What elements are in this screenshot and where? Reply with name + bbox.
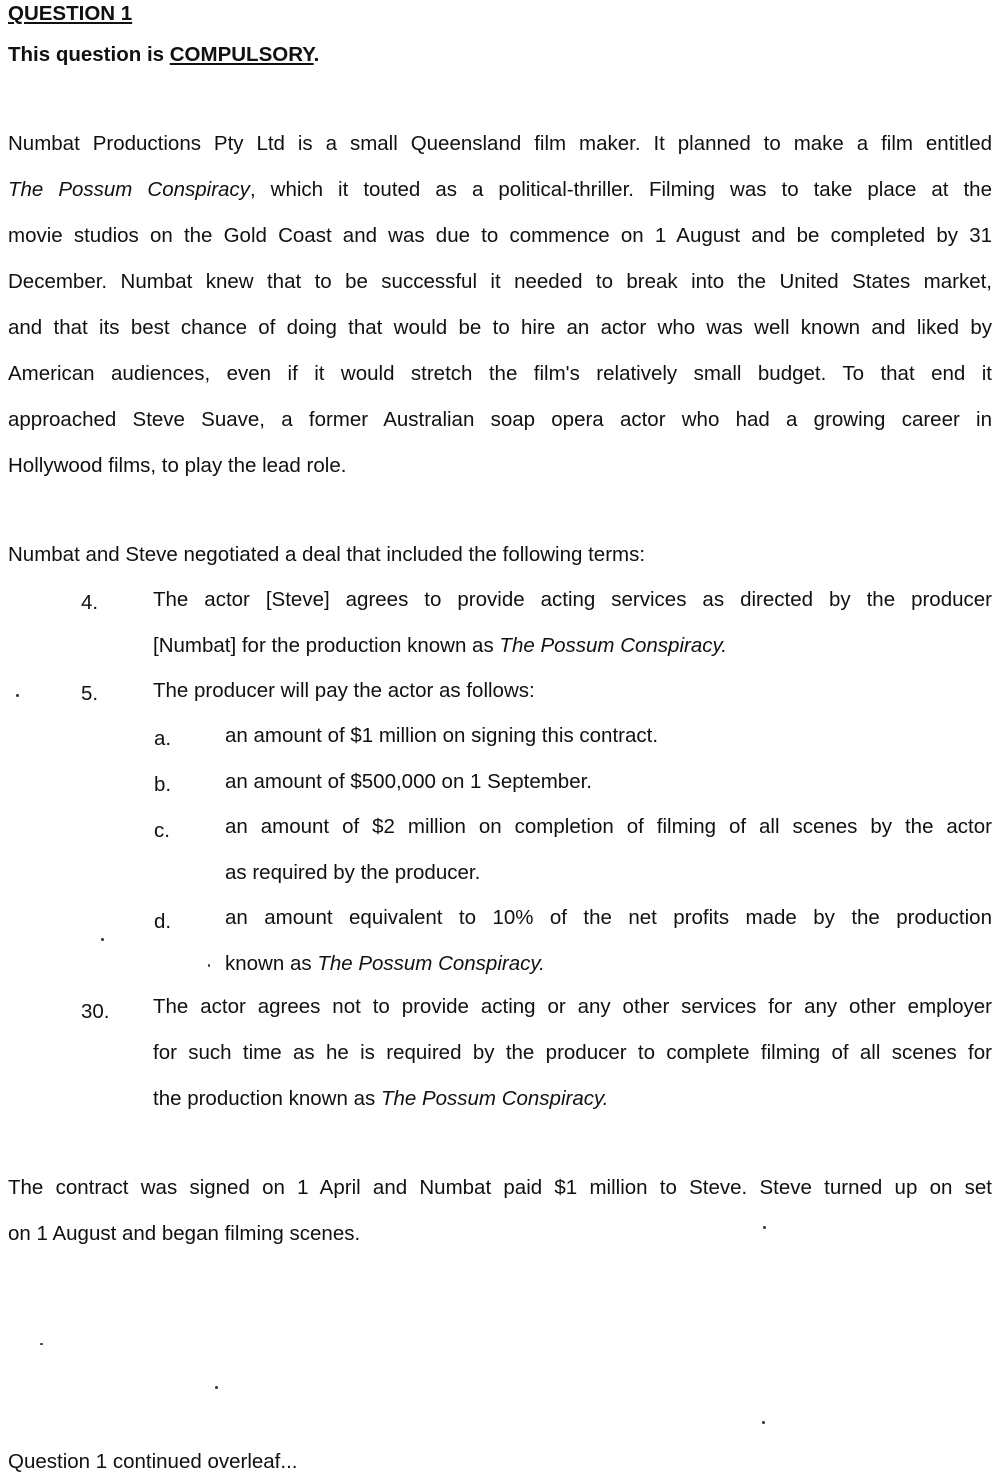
scan-speck: [101, 938, 104, 941]
term-5a-text: an amount of $1 million on signing this contract.: [225, 724, 659, 747]
continued-overleaf-note: Question 1 continued overleaf...: [8, 1450, 298, 1473]
term-30-line3-pre: the production known as: [153, 1087, 381, 1110]
term-5-text: The producer will pay the actor as follows:: [153, 679, 535, 702]
term-5c-label: c.: [154, 819, 170, 842]
term-5d-line2: [225, 952, 545, 976]
para1-line7: approached Steve Suave, a former Australian soap opera actor who had a growing career in: [8, 408, 992, 431]
para1-line8: Hollywood films, to play the lead role.: [8, 454, 347, 477]
scan-speck: [16, 694, 19, 697]
term-30-film-title: The Possum Conspiracy.: [380, 1087, 609, 1110]
compulsory-prefix: This question is: [8, 43, 170, 66]
scan-speck: [215, 1386, 218, 1389]
term-5b-text: an amount of $500,000 on 1 September.: [225, 770, 592, 793]
para1-line4: December. Numbat knew that to be successful it needed to break into the United States market,: [8, 270, 992, 293]
scan-speck: [762, 1421, 765, 1424]
para3-line1: The contract was signed on 1 April and Numbat paid $1 million to Steve. Steve turned up on set: [8, 1176, 992, 1199]
term-4-line2-pre: [Numbat] for the production known as: [153, 634, 500, 657]
term-4-number: 4.: [81, 591, 99, 614]
para1-line2-rest: , which it touted as a political-thriller. Filming was to take place at the: [249, 178, 992, 201]
para1-line6: American audiences, even if it would stretch the film's relatively small budget. To that end it: [8, 362, 992, 385]
term-30-line1: The actor agrees not to provide acting or any other services for any other employer: [153, 995, 992, 1018]
scan-speck: [208, 964, 210, 967]
term-4-line1: The actor [Steve] agrees to provide acting services as directed by the producer: [153, 588, 992, 611]
term-30-number: 30.: [81, 1000, 110, 1023]
compulsory-note: [8, 43, 319, 67]
term-30-line3: [153, 1087, 608, 1111]
term-5d-film-title: The Possum Conspiracy.: [317, 952, 545, 975]
compulsory-suffix: .: [313, 43, 320, 66]
question-heading: QUESTION 1: [8, 2, 133, 25]
term-5-number: 5.: [81, 682, 99, 705]
para1-line3: movie studios on the Gold Coast and was due to commence on 1 August and be completed by 31: [8, 224, 992, 247]
film-title: The Possum Conspiracy: [8, 178, 250, 201]
term-5c-line2: as required by the producer.: [225, 861, 481, 884]
term-30-line2: for such time as he is required by the producer to complete filming of all scenes for: [153, 1041, 992, 1064]
term-5d-line2-pre: known as: [225, 952, 318, 975]
term-5c-line1: an amount of $2 million on completion of filming of all scenes by the actor: [225, 815, 992, 838]
term-5b-label: b.: [154, 773, 172, 796]
compulsory-word: COMPULSORY: [169, 43, 314, 66]
scan-speck: [763, 1226, 766, 1229]
para1-line2: [8, 178, 992, 202]
scan-speck: [40, 1343, 43, 1345]
term-4-line2: [153, 634, 727, 658]
para1-line5: and that its best chance of doing that would be to hire an actor who was well known and liked by: [8, 316, 992, 339]
term-4-film-title: The Possum Conspiracy.: [499, 634, 727, 657]
para2: Numbat and Steve negotiated a deal that included the following terms:: [8, 543, 646, 566]
term-5d-line1: an amount equivalent to 10% of the net profits made by the production: [225, 906, 992, 929]
term-5a-label: a.: [154, 727, 172, 750]
para1-line1: Numbat Productions Pty Ltd is a small Queensland film maker. It planned to make a film entitled: [8, 132, 992, 155]
para3-line2: on 1 August and began filming scenes.: [8, 1222, 361, 1245]
term-5d-label: d.: [154, 910, 172, 933]
